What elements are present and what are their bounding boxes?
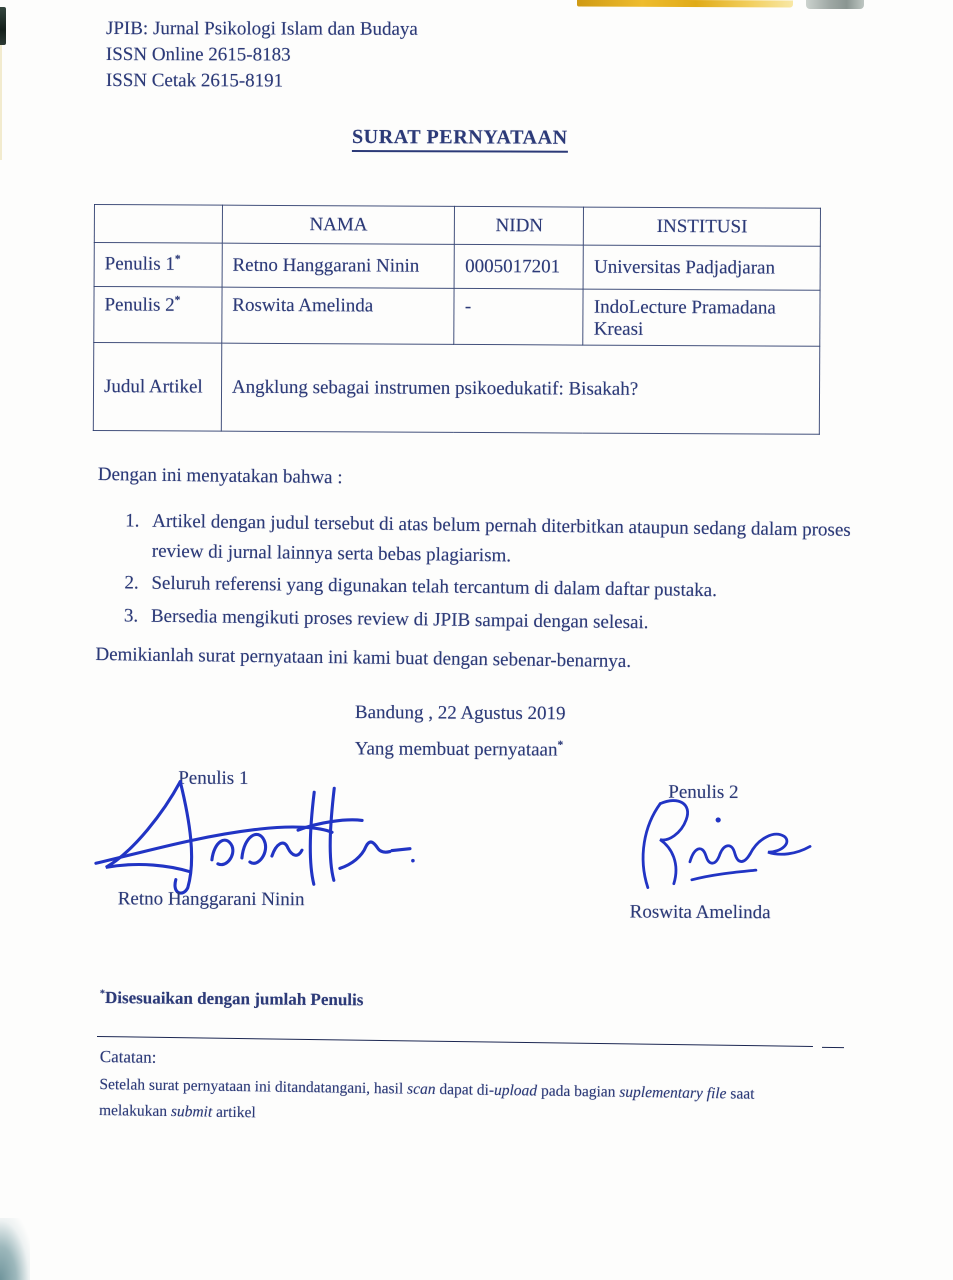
notes-italic-submit: submit [170, 1103, 213, 1121]
signature-penulis-2-ink [630, 793, 817, 896]
list-text: Bersedia mengikuti proses review di JPIB sampai dengan selesai. [150, 605, 649, 633]
header-cell-nama: NAMA [222, 205, 455, 244]
table-header-row [94, 205, 820, 247]
list-text: Artikel dengan judul tersebut di atas belum pernah diterbitkan ataupun sedang dalam proses review di jurnal lainnya serta bebas plagiarism. [151, 511, 851, 567]
signer-role: Penulis 1 [178, 767, 249, 789]
journal-name: JPIB: Jurnal Psikologi Islam dan Budaya [105, 17, 418, 40]
issn-online: ISSN Online 2615-8183 [105, 43, 291, 66]
footnote-text: Disesuaikan dengan jumlah Penulis [104, 988, 364, 1010]
notes-text: melakukan [98, 1101, 172, 1121]
made-by-line [355, 738, 566, 762]
asterisk-mark: * [557, 739, 564, 752]
statement-intro: Dengan ini menyatakan bahwa : [97, 463, 343, 489]
authors-table [93, 204, 821, 435]
notes-italic-suplementary-file: suplementary file [619, 1083, 727, 1103]
issn-print: ISSN Cetak 2615-8191 [105, 69, 284, 92]
header-cell-empty [94, 205, 222, 244]
table-row-penulis-1 [94, 243, 820, 291]
separator-dash [822, 1047, 844, 1048]
cell-institusi: Universitas Padjadjaran [583, 245, 820, 290]
asterisk-mark: * [174, 294, 181, 307]
scan-artifact-bottom-smudge [0, 1218, 30, 1280]
cell-nama: Retno Hanggarani Ninin [222, 243, 455, 288]
list-text: Seluruh referensi yang digunakan telah tercantum di dalam daftar pustaka. [151, 573, 718, 602]
journal-header [106, 16, 418, 95]
header-cell-institusi: INSTITUSI [584, 207, 821, 246]
row-label-text: Penulis 2 [104, 294, 175, 316]
row-label [94, 243, 222, 288]
signoff-block [355, 702, 566, 762]
statement-closing: Demikianlah surat pernyataan ini kami buat dengan sebenar-benarnya. [95, 644, 632, 673]
asterisk-mark: * [174, 253, 181, 266]
cell-judul-artikel: Angklung sebagai instrumen psikoedukatif: Bisakah? [221, 343, 820, 434]
table-row-penulis-2 [94, 287, 820, 347]
row-label-text: Penulis 1 [104, 253, 175, 276]
place-date: Bandung , 22 Agustus 2019 [354, 702, 566, 725]
list-item [125, 507, 868, 576]
notes-block [99, 1044, 820, 1135]
document-title: SURAT PERNYATAAN [352, 126, 568, 153]
scan-artifact-corner-mark [0, 7, 6, 45]
notes-text: dapat di- [435, 1080, 495, 1099]
list-number: 1. [125, 510, 140, 532]
cell-institusi: IndoLecture Pramadana Kreasi [583, 289, 820, 346]
signature-block-penulis-2 [622, 777, 838, 928]
cell-nidn: 0005017201 [455, 244, 584, 289]
notes-text: Setelah surat pernyataan ini ditandatangani, hasil [99, 1075, 408, 1098]
notes-label: Catatan: [99, 1046, 157, 1067]
list-number: 3. [123, 605, 139, 627]
notes-italic-upload: upload [493, 1081, 538, 1100]
signer-name: Roswita Amelinda [629, 901, 771, 924]
scan-artifact-edge-line [0, 45, 2, 160]
scan-artifact-yellow-strip [577, 0, 793, 7]
statement-body [95, 460, 868, 680]
row-label [94, 287, 222, 344]
signer-name: Retno Hanggarani Ninin [117, 888, 305, 911]
notes-text: saat [726, 1085, 755, 1103]
table-row-judul-artikel [93, 343, 819, 435]
cell-nidn: - [454, 288, 583, 345]
header-cell-nidn: NIDN [455, 206, 584, 245]
asterisk-mark: * [99, 988, 106, 1000]
notes-text: artikel [212, 1103, 256, 1122]
cell-nama: Roswita Amelinda [222, 287, 455, 344]
list-number: 2. [124, 572, 139, 594]
signature-block-penulis-1 [90, 761, 431, 917]
notes-text: pada bagian [537, 1082, 620, 1101]
footnote [100, 988, 364, 1010]
signature-penulis-1-ink [94, 779, 417, 898]
scan-artifact-gray-mark [806, 0, 864, 9]
made-by-text: Yang membuat pernyataan [354, 738, 558, 761]
notes-italic-scan: scan [406, 1080, 436, 1098]
row-label: Judul Artikel [93, 343, 221, 432]
signer-role: Penulis 2 [668, 781, 739, 804]
list-item [124, 601, 866, 640]
